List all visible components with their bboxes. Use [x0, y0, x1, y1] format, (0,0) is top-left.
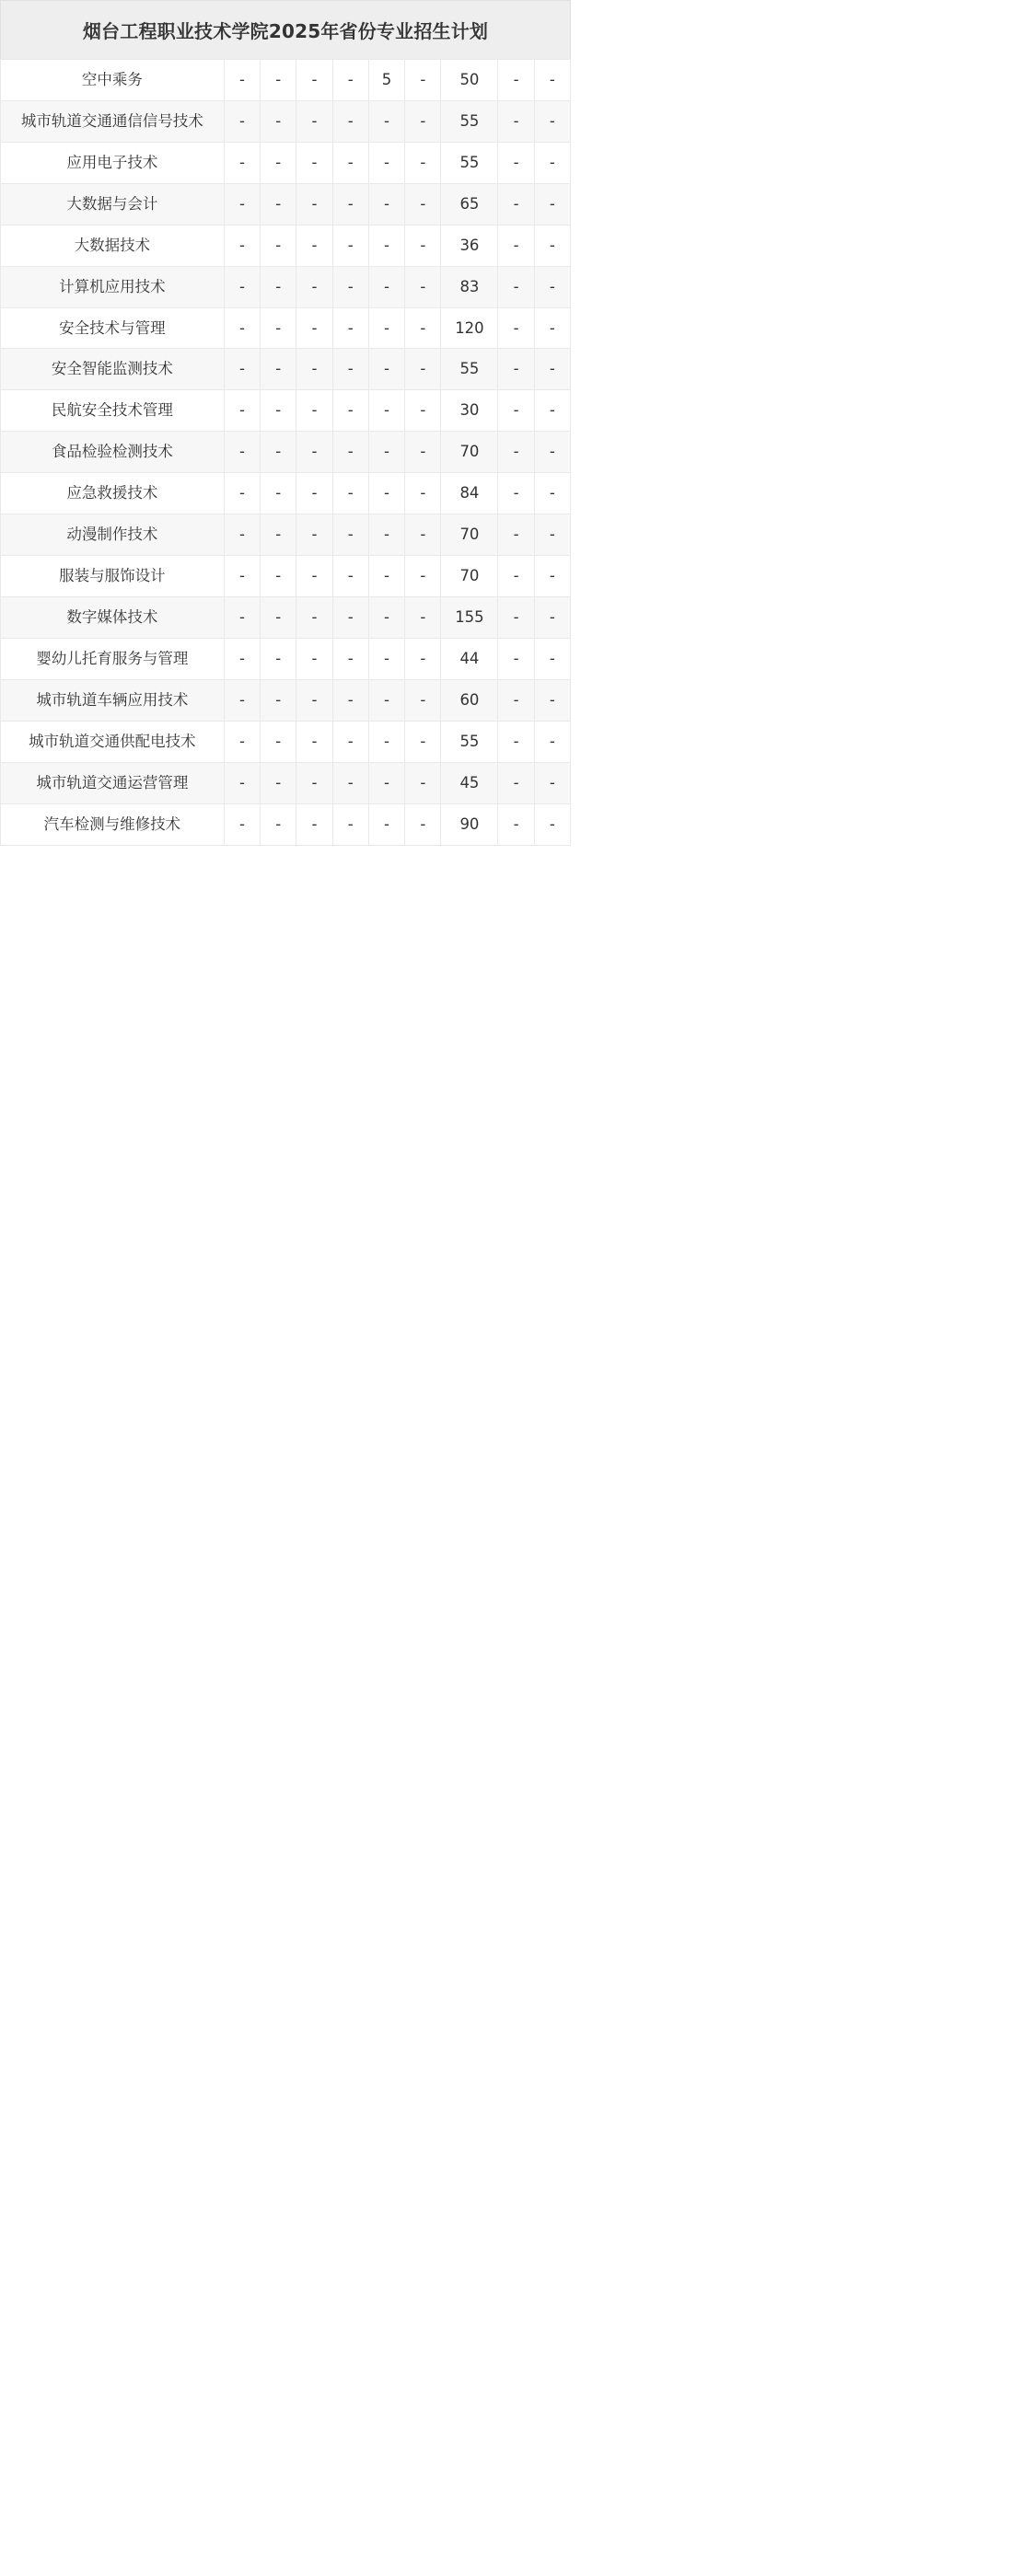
plan-value-cell: -	[534, 100, 570, 142]
plan-value-cell: -	[332, 307, 368, 349]
plan-value-cell: -	[261, 762, 296, 803]
plan-value-cell: 36	[441, 225, 498, 266]
plan-value-cell: -	[498, 349, 534, 390]
plan-value-cell: -	[498, 514, 534, 556]
plan-value-cell: -	[296, 638, 332, 679]
plan-value-cell: -	[224, 803, 260, 845]
plan-value-cell: -	[296, 60, 332, 101]
table-row	[1, 721, 571, 762]
plan-value-cell: -	[224, 266, 260, 307]
major-name-cell: 民航安全技术管理	[1, 390, 225, 432]
plan-value-cell: -	[224, 721, 260, 762]
plan-value-cell: -	[368, 100, 404, 142]
table-row	[1, 390, 571, 432]
plan-value-cell: -	[498, 390, 534, 432]
plan-value-cell: 44	[441, 638, 498, 679]
plan-value-cell: -	[332, 762, 368, 803]
plan-value-cell: -	[261, 721, 296, 762]
plan-value-cell: -	[534, 679, 570, 721]
table-row	[1, 556, 571, 597]
plan-value-cell: -	[368, 514, 404, 556]
plan-value-cell: -	[405, 349, 441, 390]
plan-value-cell: -	[224, 638, 260, 679]
plan-value-cell: 70	[441, 432, 498, 473]
plan-value-cell: -	[498, 100, 534, 142]
plan-value-cell: -	[224, 307, 260, 349]
table-title: 烟台工程职业技术学院2025年省份专业招生计划	[0, 0, 571, 59]
table-row	[1, 596, 571, 638]
plan-value-cell: -	[534, 514, 570, 556]
plan-value-cell: -	[534, 142, 570, 183]
plan-value-cell: -	[224, 100, 260, 142]
plan-value-cell: -	[368, 803, 404, 845]
plan-value-cell: -	[332, 721, 368, 762]
plan-value-cell: -	[534, 473, 570, 514]
plan-value-cell: -	[534, 803, 570, 845]
plan-value-cell: -	[261, 183, 296, 225]
plan-value-cell: -	[261, 349, 296, 390]
plan-value-cell: 60	[441, 679, 498, 721]
plan-value-cell: -	[296, 183, 332, 225]
plan-value-cell: -	[368, 721, 404, 762]
plan-value-cell: -	[224, 432, 260, 473]
plan-value-cell: -	[368, 432, 404, 473]
plan-value-cell: -	[224, 762, 260, 803]
plan-value-cell: 70	[441, 556, 498, 597]
plan-value-cell: 70	[441, 514, 498, 556]
plan-value-cell: -	[332, 183, 368, 225]
plan-value-cell: -	[368, 307, 404, 349]
plan-value-cell: -	[296, 596, 332, 638]
plan-value-cell: -	[368, 638, 404, 679]
plan-value-cell: 84	[441, 473, 498, 514]
plan-value-cell: 55	[441, 721, 498, 762]
plan-value-cell: -	[296, 803, 332, 845]
plan-value-cell: -	[224, 679, 260, 721]
enrollment-plan-table-container	[0, 0, 571, 846]
plan-value-cell: -	[296, 721, 332, 762]
major-name-cell: 城市轨道交通供配电技术	[1, 721, 225, 762]
plan-value-cell: -	[296, 390, 332, 432]
plan-value-cell: -	[498, 266, 534, 307]
major-name-cell: 食品检验检测技术	[1, 432, 225, 473]
plan-value-cell: -	[405, 803, 441, 845]
plan-value-cell: -	[261, 473, 296, 514]
plan-value-cell: -	[261, 679, 296, 721]
plan-value-cell: -	[261, 514, 296, 556]
plan-value-cell: -	[405, 183, 441, 225]
table-row	[1, 473, 571, 514]
plan-value-cell: -	[534, 432, 570, 473]
plan-value-cell: -	[224, 60, 260, 101]
plan-value-cell: -	[405, 596, 441, 638]
major-name-cell: 城市轨道交通通信信号技术	[1, 100, 225, 142]
plan-value-cell: -	[296, 473, 332, 514]
plan-value-cell: -	[368, 349, 404, 390]
plan-value-cell: -	[368, 596, 404, 638]
plan-value-cell: -	[261, 142, 296, 183]
plan-value-cell: -	[368, 225, 404, 266]
major-name-cell: 计算机应用技术	[1, 266, 225, 307]
plan-value-cell: -	[332, 514, 368, 556]
plan-value-cell: -	[332, 225, 368, 266]
table-row	[1, 803, 571, 845]
plan-value-cell: -	[405, 432, 441, 473]
plan-value-cell: -	[296, 556, 332, 597]
plan-value-cell: -	[405, 514, 441, 556]
table-row	[1, 142, 571, 183]
plan-value-cell: -	[332, 473, 368, 514]
major-name-cell: 数字媒体技术	[1, 596, 225, 638]
plan-value-cell: 155	[441, 596, 498, 638]
plan-value-cell: -	[498, 183, 534, 225]
table-row	[1, 638, 571, 679]
plan-value-cell: -	[224, 142, 260, 183]
major-name-cell: 汽车检测与维修技术	[1, 803, 225, 845]
plan-value-cell: -	[405, 307, 441, 349]
plan-value-cell: -	[405, 60, 441, 101]
plan-value-cell: 55	[441, 100, 498, 142]
table-row	[1, 349, 571, 390]
plan-value-cell: -	[224, 225, 260, 266]
plan-value-cell: 5	[368, 60, 404, 101]
plan-value-cell: -	[332, 596, 368, 638]
plan-value-cell: -	[296, 762, 332, 803]
table-row	[1, 60, 571, 101]
table-row	[1, 514, 571, 556]
plan-value-cell: -	[332, 679, 368, 721]
plan-value-cell: -	[296, 514, 332, 556]
plan-value-cell: -	[368, 762, 404, 803]
plan-value-cell: -	[405, 142, 441, 183]
plan-value-cell: -	[534, 556, 570, 597]
plan-value-cell: -	[332, 100, 368, 142]
plan-value-cell: -	[261, 60, 296, 101]
plan-value-cell: -	[224, 556, 260, 597]
plan-value-cell: -	[498, 803, 534, 845]
major-name-cell: 动漫制作技术	[1, 514, 225, 556]
plan-value-cell: -	[534, 225, 570, 266]
plan-value-cell: 90	[441, 803, 498, 845]
plan-value-cell: -	[534, 638, 570, 679]
plan-value-cell: -	[296, 100, 332, 142]
plan-value-cell: -	[368, 679, 404, 721]
major-name-cell: 安全技术与管理	[1, 307, 225, 349]
plan-value-cell: -	[261, 596, 296, 638]
major-name-cell: 城市轨道交通运营管理	[1, 762, 225, 803]
plan-value-cell: -	[261, 432, 296, 473]
plan-value-cell: -	[368, 390, 404, 432]
plan-value-cell: -	[296, 266, 332, 307]
plan-value-cell: 83	[441, 266, 498, 307]
plan-value-cell: -	[534, 307, 570, 349]
plan-value-cell: -	[405, 638, 441, 679]
major-name-cell: 婴幼儿托育服务与管理	[1, 638, 225, 679]
plan-value-cell: -	[498, 679, 534, 721]
plan-value-cell: 45	[441, 762, 498, 803]
plan-value-cell: -	[498, 473, 534, 514]
plan-value-cell: -	[405, 762, 441, 803]
plan-value-cell: -	[534, 266, 570, 307]
plan-value-cell: -	[498, 142, 534, 183]
plan-value-cell: -	[368, 142, 404, 183]
plan-value-cell: -	[498, 638, 534, 679]
plan-value-cell: -	[261, 266, 296, 307]
plan-value-cell: -	[498, 556, 534, 597]
enrollment-plan-table	[0, 0, 571, 846]
plan-value-cell: -	[534, 60, 570, 101]
plan-value-cell: -	[405, 390, 441, 432]
plan-value-cell: -	[534, 349, 570, 390]
plan-value-cell: -	[498, 60, 534, 101]
plan-value-cell: -	[224, 473, 260, 514]
plan-value-cell: -	[405, 679, 441, 721]
table-row	[1, 225, 571, 266]
table-row	[1, 183, 571, 225]
plan-value-cell: -	[498, 432, 534, 473]
plan-value-cell: -	[405, 100, 441, 142]
plan-value-cell: -	[405, 266, 441, 307]
plan-value-cell: -	[261, 225, 296, 266]
plan-value-cell: -	[534, 762, 570, 803]
major-name-cell: 空中乘务	[1, 60, 225, 101]
plan-value-cell: -	[332, 266, 368, 307]
plan-value-cell: -	[224, 183, 260, 225]
plan-value-cell: -	[296, 432, 332, 473]
plan-value-cell: -	[368, 556, 404, 597]
plan-value-cell: -	[332, 638, 368, 679]
plan-value-cell: 30	[441, 390, 498, 432]
plan-value-cell: -	[498, 762, 534, 803]
plan-value-cell: 50	[441, 60, 498, 101]
plan-value-cell: -	[224, 349, 260, 390]
plan-value-cell: -	[332, 803, 368, 845]
major-name-cell: 应用电子技术	[1, 142, 225, 183]
plan-value-cell: -	[332, 60, 368, 101]
major-name-cell: 应急救援技术	[1, 473, 225, 514]
plan-value-cell: -	[261, 803, 296, 845]
plan-value-cell: -	[332, 349, 368, 390]
plan-value-cell: -	[332, 142, 368, 183]
plan-value-cell: -	[296, 679, 332, 721]
plan-value-cell: -	[261, 100, 296, 142]
plan-value-cell: -	[261, 556, 296, 597]
plan-value-cell: -	[368, 266, 404, 307]
plan-value-cell: -	[261, 638, 296, 679]
plan-value-cell: -	[534, 721, 570, 762]
plan-value-cell: -	[534, 183, 570, 225]
plan-value-cell: -	[405, 225, 441, 266]
plan-value-cell: -	[498, 596, 534, 638]
table-row	[1, 679, 571, 721]
plan-value-cell: -	[534, 596, 570, 638]
plan-value-cell: -	[296, 307, 332, 349]
plan-value-cell: -	[405, 556, 441, 597]
plan-value-cell: -	[368, 183, 404, 225]
plan-value-cell: 55	[441, 349, 498, 390]
plan-value-cell: -	[296, 225, 332, 266]
table-row	[1, 762, 571, 803]
table-row	[1, 307, 571, 349]
plan-value-cell: -	[261, 307, 296, 349]
plan-value-cell: 120	[441, 307, 498, 349]
major-name-cell: 大数据与会计	[1, 183, 225, 225]
plan-value-cell: -	[296, 349, 332, 390]
table-row	[1, 266, 571, 307]
major-name-cell: 服装与服饰设计	[1, 556, 225, 597]
plan-value-cell: -	[332, 432, 368, 473]
plan-value-cell: -	[498, 225, 534, 266]
table-row	[1, 432, 571, 473]
major-name-cell: 大数据技术	[1, 225, 225, 266]
plan-value-cell: 55	[441, 142, 498, 183]
plan-value-cell: -	[405, 473, 441, 514]
plan-value-cell: -	[498, 721, 534, 762]
table-body	[1, 60, 571, 846]
plan-value-cell: -	[332, 390, 368, 432]
plan-value-cell: -	[332, 556, 368, 597]
plan-value-cell: -	[224, 596, 260, 638]
plan-value-cell: -	[224, 390, 260, 432]
plan-value-cell: -	[224, 514, 260, 556]
plan-value-cell: -	[368, 473, 404, 514]
major-name-cell: 安全智能监测技术	[1, 349, 225, 390]
plan-value-cell: -	[498, 307, 534, 349]
table-row	[1, 100, 571, 142]
major-name-cell: 城市轨道车辆应用技术	[1, 679, 225, 721]
plan-value-cell: -	[296, 142, 332, 183]
plan-value-cell: -	[261, 390, 296, 432]
plan-value-cell: -	[534, 390, 570, 432]
plan-value-cell: 65	[441, 183, 498, 225]
plan-value-cell: -	[405, 721, 441, 762]
